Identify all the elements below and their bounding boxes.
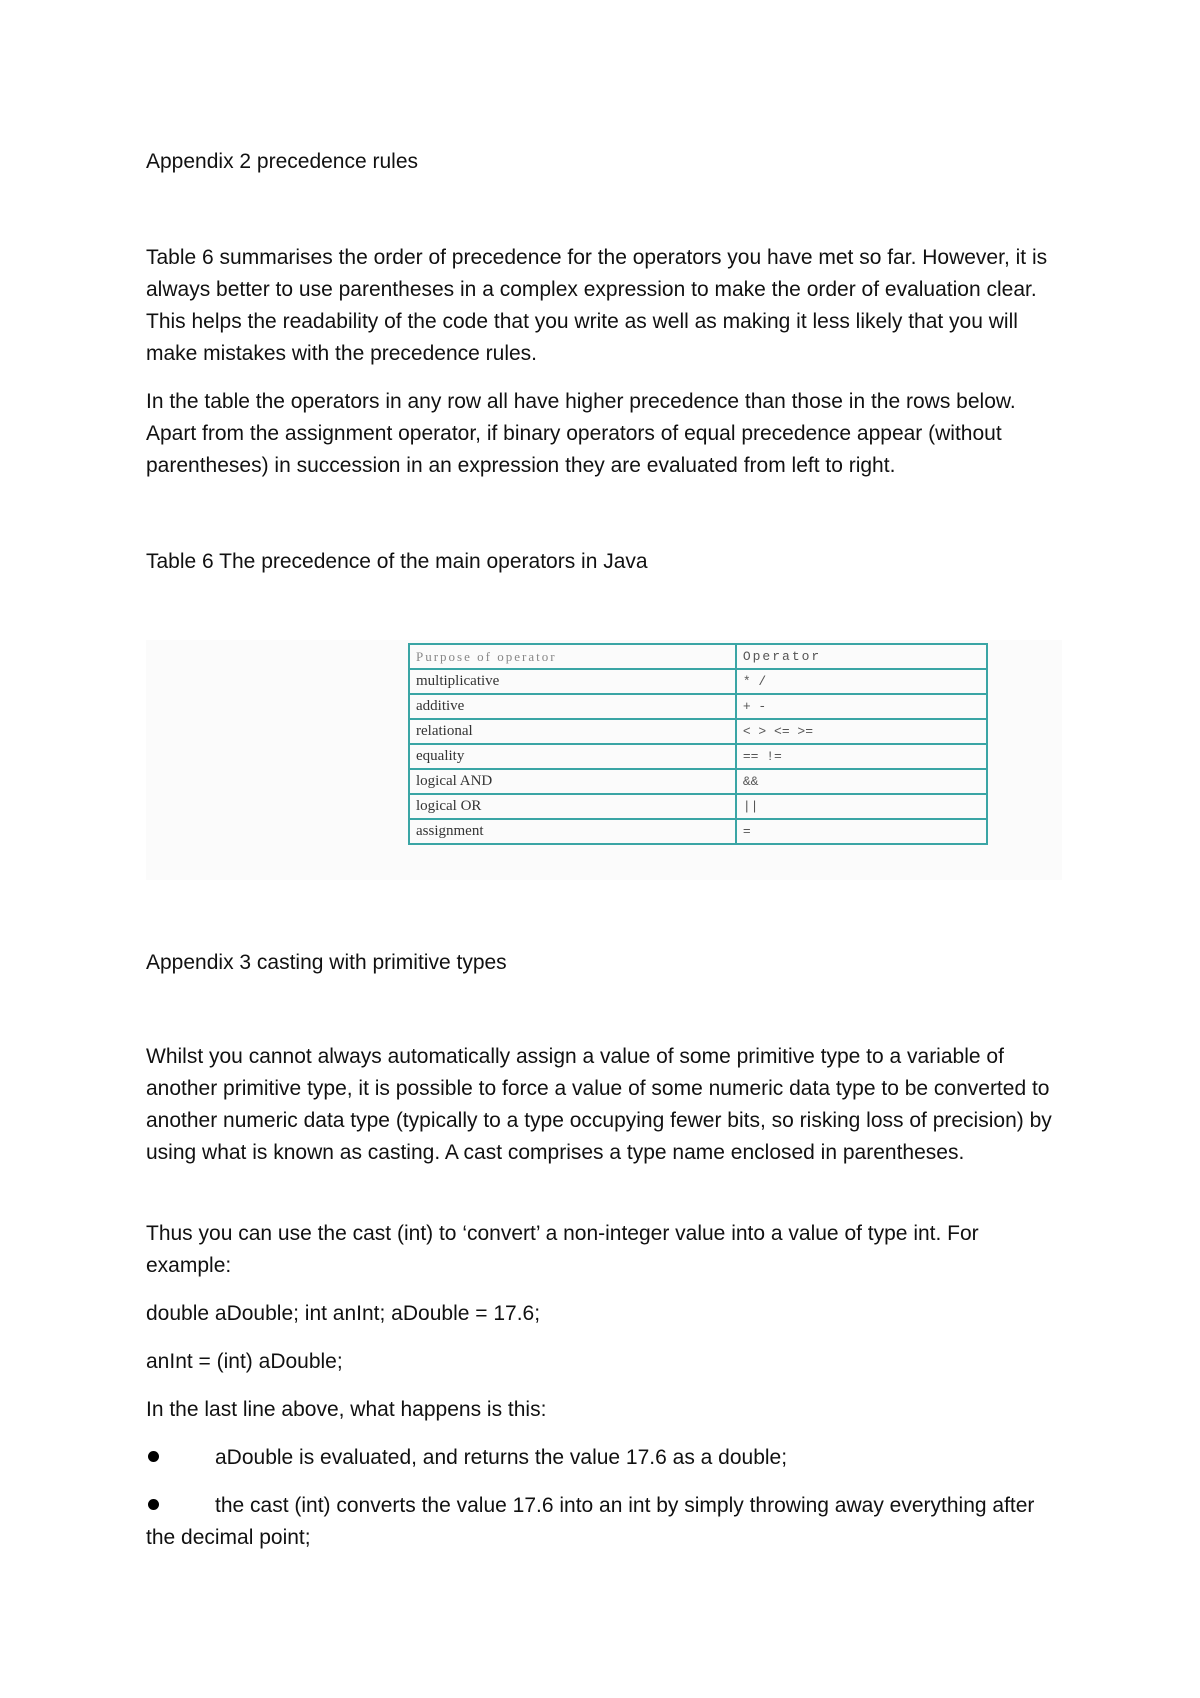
bullet-icon	[148, 1499, 159, 1510]
bullet-text: the cast (int) converts the value 17.6 into an int by simply throwing away everything after the decimal point;	[146, 1494, 1035, 1549]
table-row	[409, 744, 987, 769]
operator-cell: &&	[736, 769, 987, 794]
table-caption: Table 6 The precedence of the main operators in Java	[146, 550, 648, 573]
operator-cell: ||	[736, 794, 987, 819]
code-line-declarations: double aDouble; int anInt; aDouble = 17.6;	[146, 1302, 541, 1325]
operator-cell: + -	[736, 694, 987, 719]
bullet-text: aDouble is evaluated, and returns the value 17.6 as a double;	[215, 1446, 788, 1469]
operator-cell: < > <= >=	[736, 719, 987, 744]
table-row	[409, 819, 987, 844]
operator-cell: =	[736, 819, 987, 844]
appendix-2-heading: Appendix 2 precedence rules	[146, 150, 419, 173]
table-header-row	[409, 644, 987, 669]
table-row	[409, 769, 987, 794]
operator-cell: == !=	[736, 744, 987, 769]
code-line-cast: anInt = (int) aDouble;	[146, 1350, 343, 1373]
header-operator: Operator	[736, 644, 987, 669]
list-item	[146, 1442, 1066, 1474]
purpose-cell: logical OR	[409, 794, 736, 819]
purpose-cell: logical AND	[409, 769, 736, 794]
precedence-explanation-paragraph: In the table the operators in any row all have higher precedence than those in the rows below. Apart from the assignment operator, if binary operators of equal precedence appear (without parentheses) in succession in an expression they are evaluated from left to right.	[146, 390, 1016, 477]
precedence-intro-paragraph: Table 6 summarises the order of precedence for the operators you have met so far. However, it is always better to use parentheses in a complex expression to make the order of evaluation clear. This helps the readability of the code that you write as well as making it less likely that you will make mistakes with the precedence rules.	[146, 246, 1048, 365]
purpose-cell: additive	[409, 694, 736, 719]
operator-cell: * /	[736, 669, 987, 694]
last-line-explanation: In the last line above, what happens is this:	[146, 1398, 547, 1421]
header-purpose: Purpose of operator	[409, 644, 736, 669]
table-row	[409, 794, 987, 819]
operator-precedence-table	[408, 643, 988, 845]
list-item	[146, 1490, 1066, 1554]
purpose-cell: equality	[409, 744, 736, 769]
casting-intro-paragraph: Whilst you cannot always automatically assign a value of some primitive type to a variable of another primitive type, it is possible to force a value of some numeric data type to be converted to another numeric data type (typically to a type occupying fewer bits, so risking loss of precision) by using what is known as casting. A cast comprises a type name enclosed in parentheses.	[146, 1045, 1052, 1164]
cast-example-intro: Thus you can use the cast (int) to ‘convert’ a non-integer value into a value of type int. For example:	[146, 1222, 979, 1277]
bullet-icon	[148, 1451, 159, 1462]
purpose-cell: relational	[409, 719, 736, 744]
appendix-3-heading: Appendix 3 casting with primitive types	[146, 951, 507, 974]
purpose-cell: multiplicative	[409, 669, 736, 694]
table-row	[409, 719, 987, 744]
table-row	[409, 669, 987, 694]
purpose-cell: assignment	[409, 819, 736, 844]
table-row	[409, 694, 987, 719]
